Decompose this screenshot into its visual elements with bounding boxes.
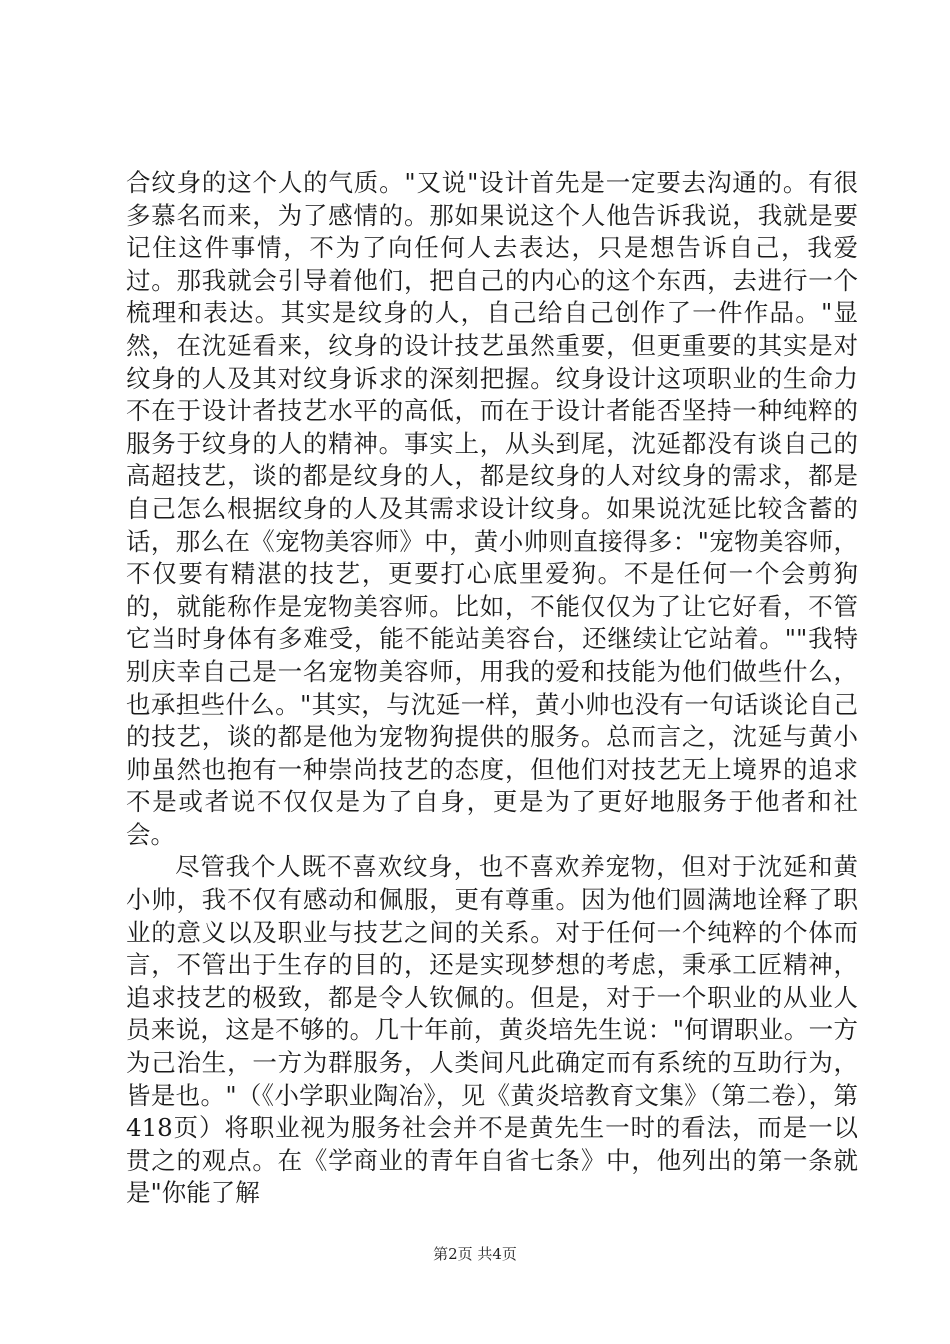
paragraph-continued: 合纹身的这个人的气质。"又说"设计首先是一定要去沟通的。有很多慕名而来，为了感情的。那如果说这个人他告诉我说，我就是要记住这件事情，不为了向任何人去表达，只是想告诉自己，我爱过。那我就会引导着他们，把自己的内心的这个东西，去进行一个梳理和表达。其实是纹身的人，自己给自己创作了一件作品。"显然，在沈延看来，纹身的设计技艺虽然重要，但更重要的其实是对纹身的人及其对纹身诉求的深刻把握。纹身设计这项职业的生命力不在于设计者技艺水平的高低，而在于设计者能否坚持一种纯粹的服务于纹身的人的精神。事实上，从头到尾，沈延都没有谈自己的高超技艺，谈的都是纹身的人，都是纹身的人对纹身的需求，都是自己怎么根据纹身的人及其需求设计纹身。如果说沈延比较含蓄的话，那么在《宠物美容师》中，黄小帅则直接得多："宠物美容师，不仅要有精湛的技艺，更要打心底里爱狗。不是任何一个会剪狗的，就能称作是宠物美容师。比如，不能仅仅为了让它好看，不管它当时身体有多难受，能不能站美容台，还继续让它站着。""我特别庆幸自己是一名宠物美容师，用我的爱和技能为他们做些什么，也承担些什么。"其实，与沈延一样，黄小帅也没有一句话谈论自己的技艺，谈的都是他为宠物狗提供的服务。总而言之，沈延与黄小帅虽然也抱有一种崇尚技艺的态度，但他们对技艺无上境界的追求不是或者说不仅仅是为了自身，更是为了更好地服务于他者和社会。 — [126, 168, 858, 849]
page-number-footer: 第2页 共4页 — [433, 1245, 517, 1263]
body-text — [126, 167, 858, 1210]
paragraph: 尽管我个人既不喜欢纹身，也不喜欢养宠物，但对于沈延和黄小帅，我不仅有感动和佩服，更有尊重。因为他们圆满地诠释了职业的意义以及职业与技艺之间的关系。对于任何一个纯粹的个体而言，不管出于生存的目的，还是实现梦想的考虑，秉承工匠精神，追求技艺的极致，都是令人钦佩的。但是，对于一个职业的从业人员来说，这是不够的。几十年前，黄炎培先生说："何谓职业。一方为己治生，一方为群服务，人类间凡此确定而有系统的互助行为，皆是也。"（《小学职业陶冶》，见《黄炎培教育文集》（第二卷），第418页）将职业视为服务社会并不是黄先生一时的看法，而是一以贯之的观点。在《学商业的青年自省七条》中，他列出的第一条就是"你能了解 — [126, 852, 858, 1208]
